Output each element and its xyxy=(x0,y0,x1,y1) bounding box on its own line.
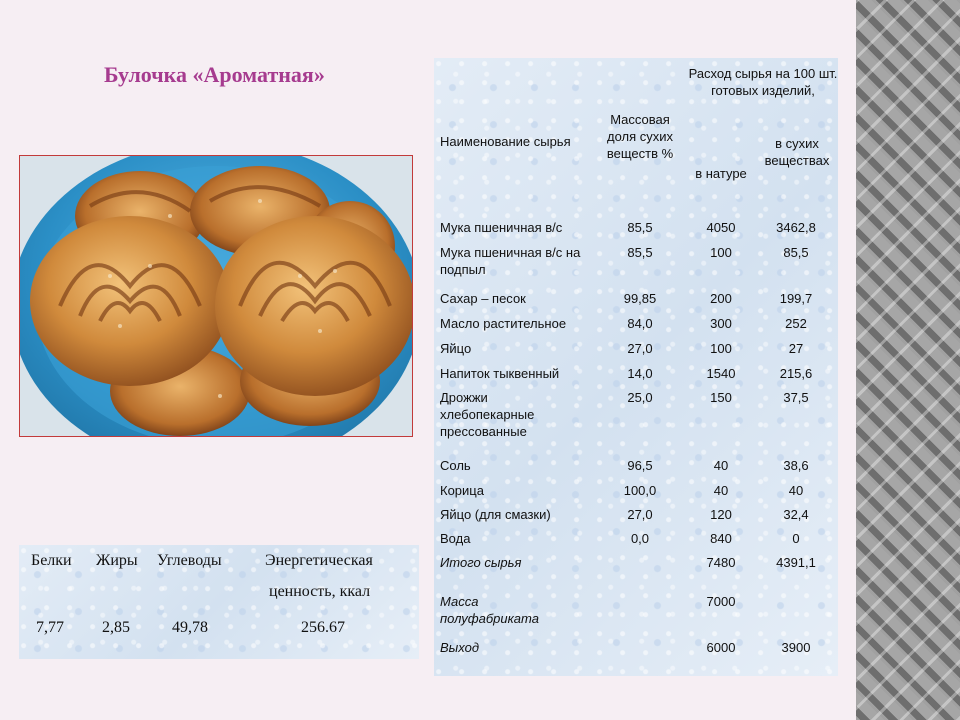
row-fraction: 84,0 xyxy=(627,316,653,331)
total-natural: 6000 xyxy=(706,640,736,655)
row-fraction: 96,5 xyxy=(627,458,653,473)
nutrition-header-carbs: Углеводы xyxy=(157,552,222,569)
row-name: Мука пшеничная в/с xyxy=(440,220,563,235)
row-fraction: 0,0 xyxy=(630,531,650,546)
row-name: Яйцо xyxy=(440,341,472,356)
sweet-buns-photo-icon xyxy=(20,156,412,436)
header-dry-matter: в сухих веществах xyxy=(764,136,830,168)
row-natural: 40 xyxy=(713,483,729,498)
row-fraction: 27,0 xyxy=(627,341,653,356)
row-dry: 199,7 xyxy=(779,291,813,306)
row-natural: 150 xyxy=(710,390,732,405)
row-name: Дрожжи хлебопекарные прессованные xyxy=(440,390,535,439)
row-name: Вода xyxy=(440,531,471,546)
row-natural: 1540 xyxy=(706,366,736,381)
total-natural: 7480 xyxy=(706,555,736,570)
total-dry: 4391,1 xyxy=(776,555,816,570)
row-name: Корица xyxy=(440,483,484,498)
row-natural: 200 xyxy=(710,291,732,306)
nutrition-header-fat: Жиры xyxy=(96,552,138,569)
total-name: Итого сырья xyxy=(440,555,522,570)
row-fraction: 99,85 xyxy=(623,291,657,306)
nutrition-value-fat: 2,85 xyxy=(102,619,130,636)
row-dry: 32,4 xyxy=(783,507,809,522)
row-natural: 40 xyxy=(713,458,729,473)
row-dry: 40 xyxy=(788,483,804,498)
row-name: Яйцо (для смазки) xyxy=(440,507,551,522)
row-dry: 27 xyxy=(788,341,804,356)
row-dry: 38,6 xyxy=(783,458,809,473)
row-dry: 37,5 xyxy=(783,390,809,405)
row-name: Напиток тыквенный xyxy=(440,366,560,381)
row-dry: 215,6 xyxy=(779,366,813,381)
header-dry-fraction: Массовая доля сухих веществ % xyxy=(606,112,674,161)
row-natural: 4050 xyxy=(706,220,736,235)
row-fraction: 100,0 xyxy=(623,483,657,498)
nutrition-value-carbs: 49,78 xyxy=(172,619,208,636)
row-name: Мука пшеничная в/с на подпыл xyxy=(440,245,581,277)
buns-photo xyxy=(19,155,413,437)
row-fraction: 27,0 xyxy=(627,507,653,522)
nutrition-value-energy: 256.67 xyxy=(301,619,345,636)
row-dry: 252 xyxy=(785,316,807,331)
nutrition-header-protein: Белки xyxy=(31,552,72,569)
total-name: Выход xyxy=(440,640,480,655)
nutrition-header-energy: Энергетическая xyxy=(265,552,373,569)
row-fraction: 25,0 xyxy=(627,390,653,405)
row-natural: 100 xyxy=(710,245,732,260)
row-natural: 120 xyxy=(710,507,732,522)
decorative-side-strip xyxy=(856,0,960,720)
row-natural: 100 xyxy=(710,341,732,356)
nutrition-header-energy-unit: ценность, ккал xyxy=(269,583,371,600)
row-fraction: 14,0 xyxy=(627,366,653,381)
row-dry: 85,5 xyxy=(783,245,809,260)
nutrition-table xyxy=(19,545,419,659)
nutrition-value-protein: 7,77 xyxy=(36,619,64,636)
ingredients-table xyxy=(434,58,838,676)
row-name: Сахар – песок xyxy=(440,291,526,306)
total-natural: 7000 xyxy=(706,594,736,609)
row-dry: 3462,8 xyxy=(776,220,816,235)
total-dry: 3900 xyxy=(781,640,811,655)
row-fraction: 85,5 xyxy=(627,220,653,235)
row-fraction: 85,5 xyxy=(627,245,653,260)
row-natural: 840 xyxy=(710,531,732,546)
header-consumption: Расход сырья на 100 шт. готовых изделий, xyxy=(688,66,838,98)
row-name: Масло растительное xyxy=(440,316,567,331)
header-natural: в натуре xyxy=(695,166,747,181)
row-name: Соль xyxy=(440,458,471,473)
header-ingredient-name: Наименование сырья xyxy=(440,134,571,149)
row-natural: 300 xyxy=(710,316,732,331)
row-dry: 0 xyxy=(792,531,800,546)
page-title: Булочка «Ароматная» xyxy=(104,62,325,87)
total-name: Масса полуфабриката xyxy=(440,594,539,626)
